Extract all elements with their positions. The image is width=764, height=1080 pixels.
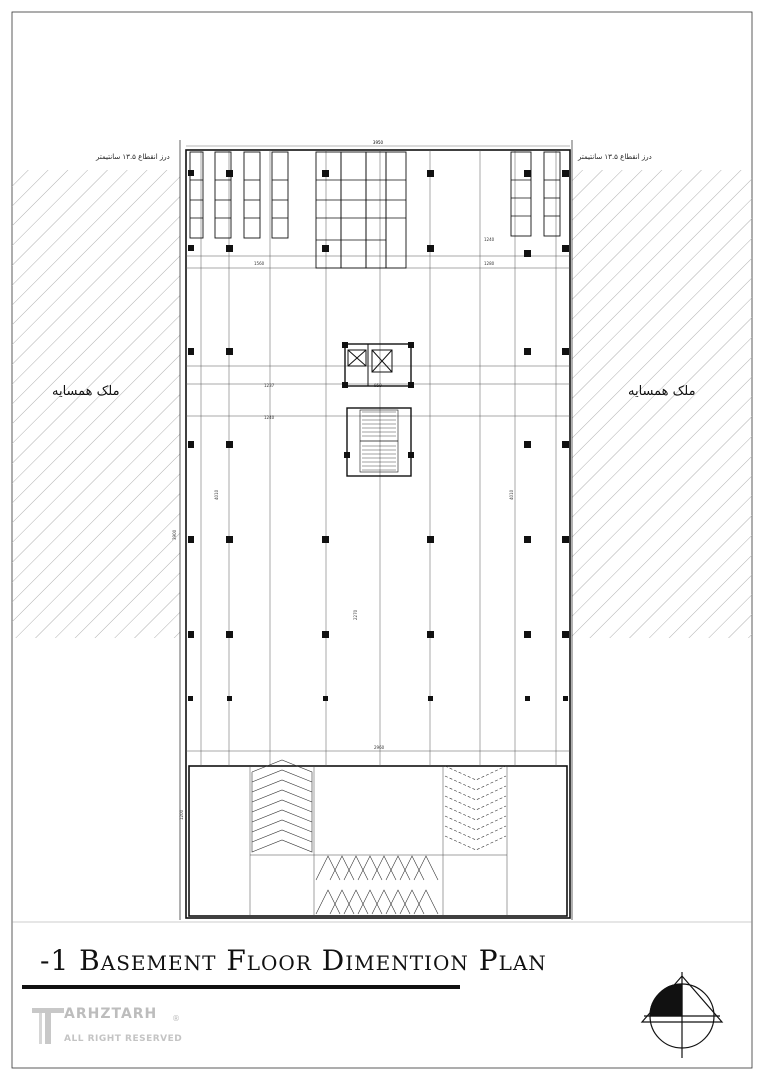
ramp-zone-grid (250, 766, 507, 916)
title-underline (22, 985, 460, 989)
dim-vertical-inner: 4010 (214, 489, 219, 500)
structural-columns (188, 170, 569, 701)
expansion-joint-note-right: درز انقطاع ۱۳.۵ سانتیمتر (578, 153, 652, 161)
logo-mark-icon (30, 1006, 66, 1046)
dim-vertical-center: 2270 (353, 609, 358, 620)
logo-tagline: ALL RIGHT RESERVED (64, 1034, 183, 1044)
ramp-bottom (316, 856, 438, 914)
ramp-left (252, 760, 312, 852)
dimension-labels (172, 237, 514, 820)
elevator-core (345, 344, 411, 386)
dim-ramp-zone: 1200 (179, 809, 184, 820)
dim-mid-span-a: 1237 (264, 383, 275, 388)
dim-vertical-left: 3900 (172, 529, 177, 540)
dim-core-span: 950 (374, 383, 382, 388)
neighbor-zone-right (572, 170, 752, 638)
logo-registered-mark: ® (172, 1014, 180, 1023)
dim-row-span-left: 1560 (254, 261, 265, 266)
neighbor-label-right: ملک همسایه (628, 384, 696, 399)
dim-vertical-right: 4010 (509, 489, 514, 500)
storage-partitions (190, 180, 560, 240)
dim-lower-span: 2960 (374, 745, 385, 750)
expansion-joint-note-left: درز انقطاع ۱۳.۵ سانتیمتر (96, 153, 170, 161)
top-dimension-label: 3950 (372, 140, 384, 145)
dim-row-span-right: 1280 (484, 261, 495, 266)
ramp-zone-outline (189, 766, 567, 916)
brand-logo (30, 1006, 183, 1052)
plan-title: -1 Basement Floor Dimention Plan (40, 944, 547, 977)
storage-units (190, 152, 560, 268)
dim-mid-span-b: 1240 (264, 415, 275, 420)
dim-row-span-right-lower: 1240 (484, 237, 495, 242)
ramp-right (445, 766, 506, 850)
neighbor-zone-left (12, 170, 180, 638)
building-outline (186, 150, 570, 918)
stair-columns (344, 452, 414, 458)
north-arrow-icon (642, 972, 722, 1058)
neighbor-label-left: ملک همسایه (52, 384, 120, 399)
logo-wordmark: ARHZTARH (64, 1006, 158, 1022)
